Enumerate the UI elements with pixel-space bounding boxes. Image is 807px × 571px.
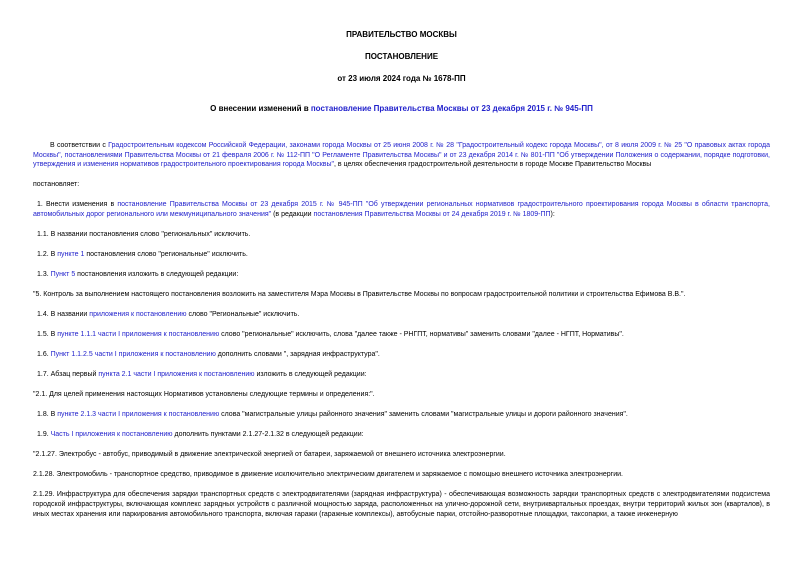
paragraph — [33, 230, 770, 240]
document-link[interactable]: пункте 2.1.3 части I приложения к постановлению — [57, 411, 220, 419]
paragraph — [33, 470, 770, 480]
paragraph — [33, 310, 770, 320]
document-link[interactable]: постановления Правительства Москвы от 24 декабря 2019 г. № 1809-ПП — [313, 211, 551, 219]
paragraph — [33, 450, 770, 460]
document-body — [33, 141, 770, 519]
paragraph — [33, 350, 770, 360]
paragraph — [33, 180, 770, 190]
document-link[interactable]: Пункт 1.1.2.5 части I приложения к постановлению — [50, 351, 216, 359]
document-date-number: от 23 июля 2024 года № 1678-ПП — [337, 74, 466, 83]
text-run: дополнить словами ", зарядная инфраструктура". — [215, 351, 380, 359]
paragraph — [33, 290, 770, 300]
text-run: изложить в следующей редакции: — [254, 371, 367, 379]
text-run: (в редакции — [271, 211, 314, 219]
text-run: слова "магистральные улицы районного значения" заменить словами "магистральные улицы и дороги районного значения". — [219, 411, 628, 419]
paragraph — [33, 410, 770, 420]
document-link[interactable]: постановление Правительства Москвы от 23 декабря 2015 г. № 945-ПП "Об утверждении региональных нормативов градостроительного проектирования города Москвы в области транспорта, автомобильных дорог регионального или межмуниципального значения" — [33, 201, 770, 219]
paragraph — [33, 490, 770, 519]
text-run: В соответствии с — [50, 142, 109, 149]
document-link[interactable]: пункта 2.1 части I приложения к постановлению — [98, 371, 255, 379]
document-title — [33, 104, 770, 114]
paragraph — [33, 200, 770, 219]
document-link[interactable]: Часть I приложения к постановлению — [50, 431, 173, 439]
paragraph — [33, 390, 770, 400]
text-run: 1.1. В названии постановления слово "региональных" исключить. — [37, 231, 251, 239]
document-org: ПРАВИТЕЛЬСТВО МОСКВЫ — [346, 30, 457, 39]
text-run: постановляет: — [33, 181, 80, 189]
text-run: дополнить пунктами 2.1.27-2.1.32 в следующей редакции: — [172, 431, 364, 439]
text-run: 1.9. — [37, 431, 51, 439]
text-run: 1.2. В — [37, 251, 58, 259]
paragraph — [33, 370, 770, 380]
document-link[interactable]: приложения к постановлению — [89, 311, 187, 319]
paragraph — [33, 141, 770, 170]
text-run: 2.1.29. Инфраструктура для обеспечения зарядки транспортных средств с электродвигателями (зарядная инфраструктура) - обеспечивающая возможность зарядки транспортных средств с электродвигателями подсистема городской инфраструктуры, включающая комплекс зарядных устройств с различной мощностью заряда, расположенных на улично-дорожной сети, внутриквартальных проездах, внутри территорий жилых зон (кварталов), в иных местах хранения или паркирования автомобильного транспорта, включая гаражи (гаражные комплексы), автобусные парки, отстойно-разворотные площадки, таксопарки, а также инженерную — [33, 491, 770, 518]
text-run: , в целях обеспечения градостроительной деятельности в городе Москве Правительство Москвы — [334, 161, 652, 169]
paragraph — [33, 250, 770, 260]
document-header — [33, 30, 770, 114]
document-link[interactable]: пункте 1 — [57, 251, 85, 259]
text-run: 2.1.28. Электромобиль - транспортное средство, приводимое в движение исключительно электрическим двигателем и заряжаемое с помощью внешнего источника электроэнергии. — [33, 471, 623, 479]
text-run: постановления слово "региональные" исключить. — [84, 251, 248, 259]
text-run: "5. Контроль за выполнением настоящего постановления возложить на заместителя Мэра Москвы в Правительстве Москвы по вопросам градостроительной политики и строительства Ефимова В.В.". — [33, 291, 686, 299]
text-run: 1. Внести изменения в — [37, 201, 118, 209]
text-run: "2.1. Для целей применения настоящих Нормативов установлены следующие термины и определения:". — [33, 391, 375, 399]
text-run: 1.8. В — [37, 411, 58, 419]
text-run: постановления изложить в следующей редакции: — [75, 271, 239, 279]
paragraph — [33, 430, 770, 440]
text-run: 1.3. — [37, 271, 51, 279]
text-run: 1.7. Абзац первый — [37, 371, 99, 379]
text-run: слово "Региональные" исключить. — [186, 311, 300, 319]
document-link[interactable]: Градостроительным кодексом Российской Федерации, законами города Москвы от 25 июня 2008 г. № 28 "Градостроительный кодекс города Москвы", от 8 июля 2009 г. № 25 "О правовых актах города Москвы", постановлениями Правительства Москвы от 21 февраля 2006 г. № 112-ПП "О Регламенте Правительства Москвы" и от 23 декабря 2014 г. № 801-ПП "Об утверждении Положения о содержании, порядке подготовки, утверждения и изменения нормативов градостроительного проектирования города Москвы" — [33, 142, 770, 169]
text-run: слово "региональные" исключить, слова "далее также - РНГПТ, нормативы" заменить словами "далее - НГПТ, Нормативы". — [219, 331, 624, 339]
document-link[interactable]: пункте 1.1.1 части I приложения к постановлению — [57, 331, 220, 339]
document-type: ПОСТАНОВЛЕНИЕ — [364, 52, 439, 61]
text-run: 1.6. — [37, 351, 51, 359]
text-run: О внесении изменений в — [210, 104, 311, 113]
text-run: 1.4. В названии — [37, 311, 90, 319]
paragraph — [33, 330, 770, 340]
text-run: 1.5. В — [37, 331, 58, 339]
paragraph — [33, 270, 770, 280]
document-link[interactable]: Пункт 5 — [50, 271, 76, 279]
document-link[interactable]: постановление Правительства Москвы от 23 декабря 2015 г. № 945-ПП — [310, 104, 593, 113]
text-run: ): — [550, 211, 555, 219]
text-run: "2.1.27. Электробус - автобус, приводимый в движение электрической энергией от батареи, заряжаемой от внешнего источника электроэнергии. — [33, 451, 506, 459]
